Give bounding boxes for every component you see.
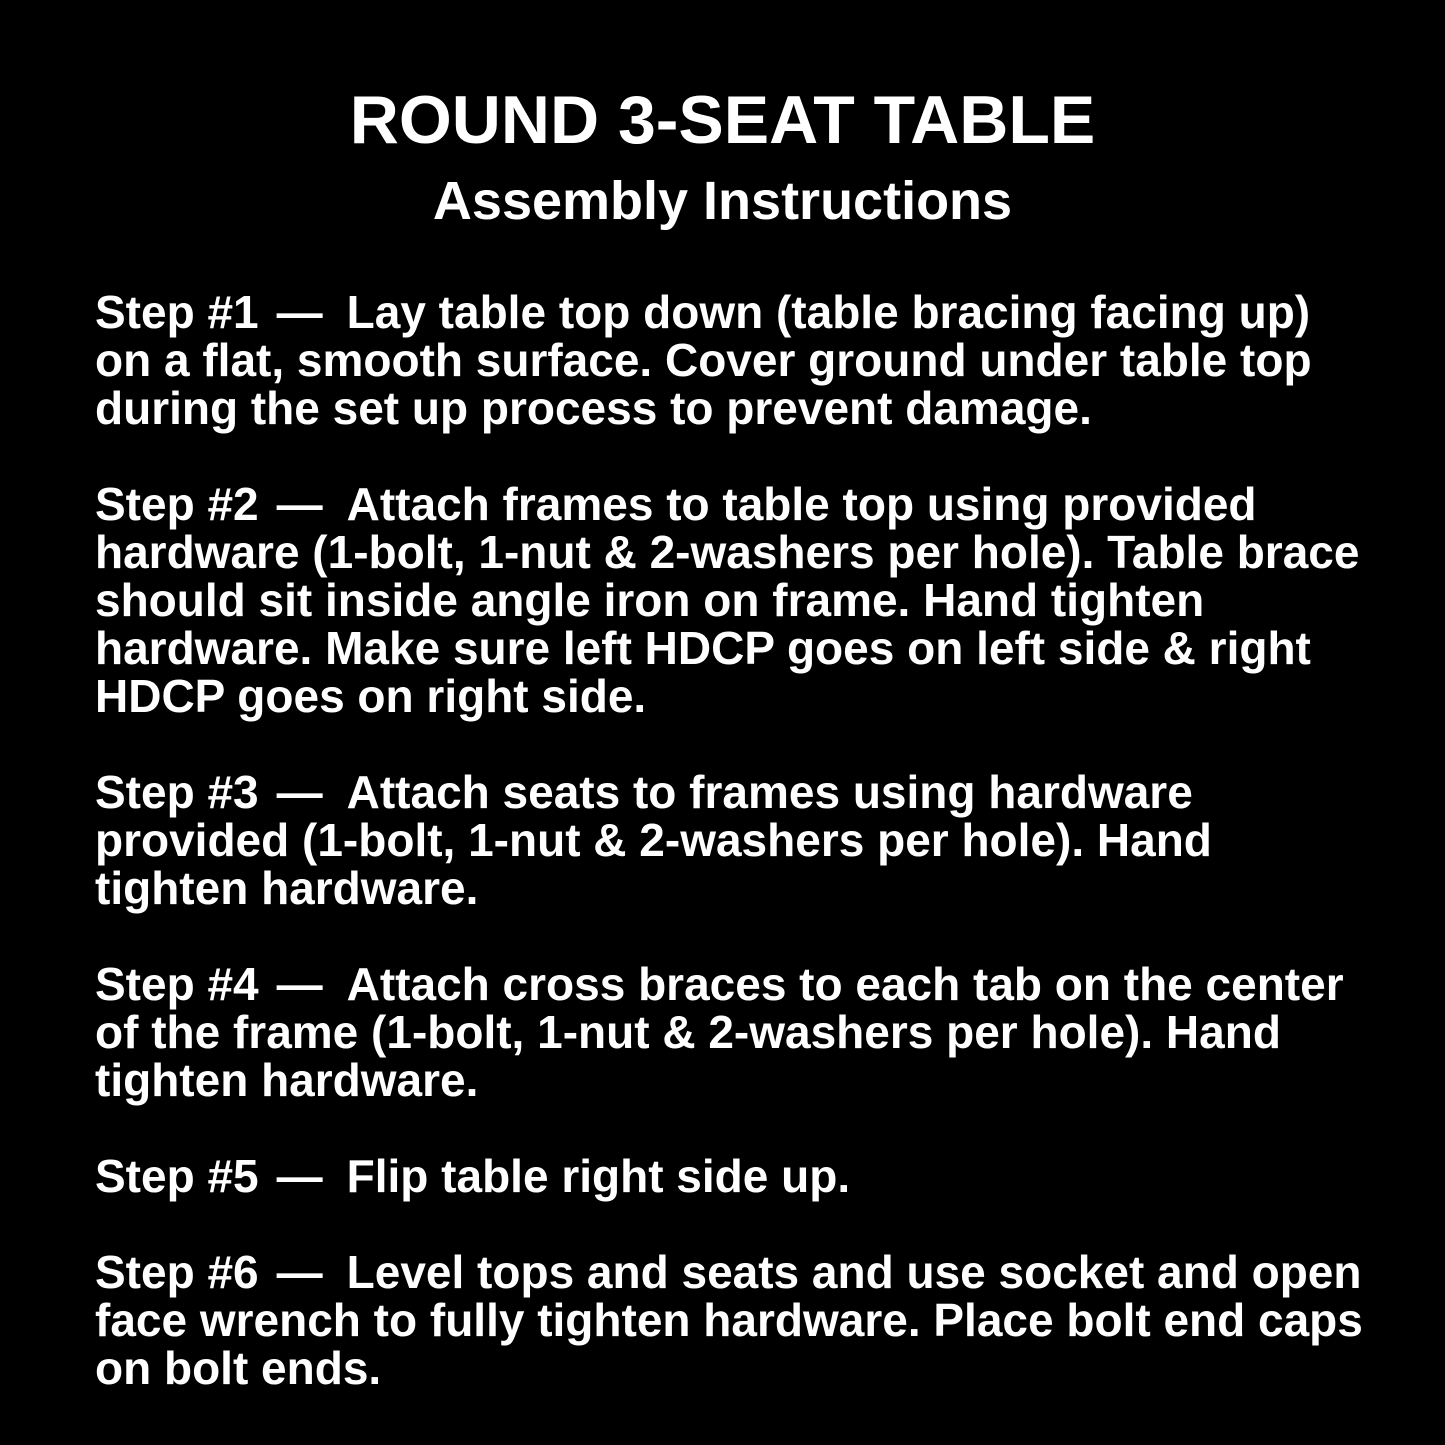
step-4-label: Step #4	[95, 958, 259, 1010]
step-3-text: Attach seats to frames using hardware provided (1-bolt, 1-nut & 2-washers per hole). Hand tighten hardware.	[95, 766, 1212, 914]
step-5-label: Step #5	[95, 1150, 259, 1202]
step-5-text: Flip table right side up.	[346, 1150, 851, 1202]
steps-list	[95, 288, 1365, 1392]
page-title: ROUND 3-SEAT TABLE	[349, 82, 1096, 158]
step-6	[95, 1248, 1365, 1392]
step-6-text: Level tops and seats and use socket and open face wrench to fully tighten hardware. Place bolt end caps on bolt ends.	[95, 1246, 1363, 1394]
em-dash-separator: —	[276, 1246, 323, 1298]
step-1	[95, 288, 1365, 432]
step-3-label: Step #3	[95, 766, 259, 818]
step-6-label: Step #6	[95, 1246, 259, 1298]
em-dash-separator: —	[276, 958, 323, 1010]
step-1-text: Lay table top down (table bracing facing up) on a flat, smooth surface. Cover ground under table top during the set up process to prevent damage.	[95, 286, 1312, 434]
em-dash-separator: —	[276, 1150, 323, 1202]
em-dash-separator: —	[276, 766, 323, 818]
step-2-label: Step #2	[95, 478, 259, 530]
step-2	[95, 480, 1365, 720]
step-4	[95, 960, 1365, 1104]
step-5	[95, 1152, 1365, 1200]
step-3	[95, 768, 1365, 912]
em-dash-separator: —	[276, 286, 323, 338]
page-subtitle: Assembly Instructions	[432, 171, 1013, 231]
step-1-label: Step #1	[95, 286, 259, 338]
em-dash-separator: —	[276, 478, 323, 530]
header	[0, 0, 1445, 231]
step-4-text: Attach cross braces to each tab on the center of the frame (1-bolt, 1-nut & 2-washers per hole). Hand tighten hardware.	[95, 958, 1344, 1106]
step-2-text: Attach frames to table top using provided hardware (1-bolt, 1-nut & 2-washers per hole). Table brace should sit inside angle iron on frame. Hand tighten hardware. Make sure left HDCP goes on left side & right HDCP goes on right side.	[95, 478, 1360, 722]
